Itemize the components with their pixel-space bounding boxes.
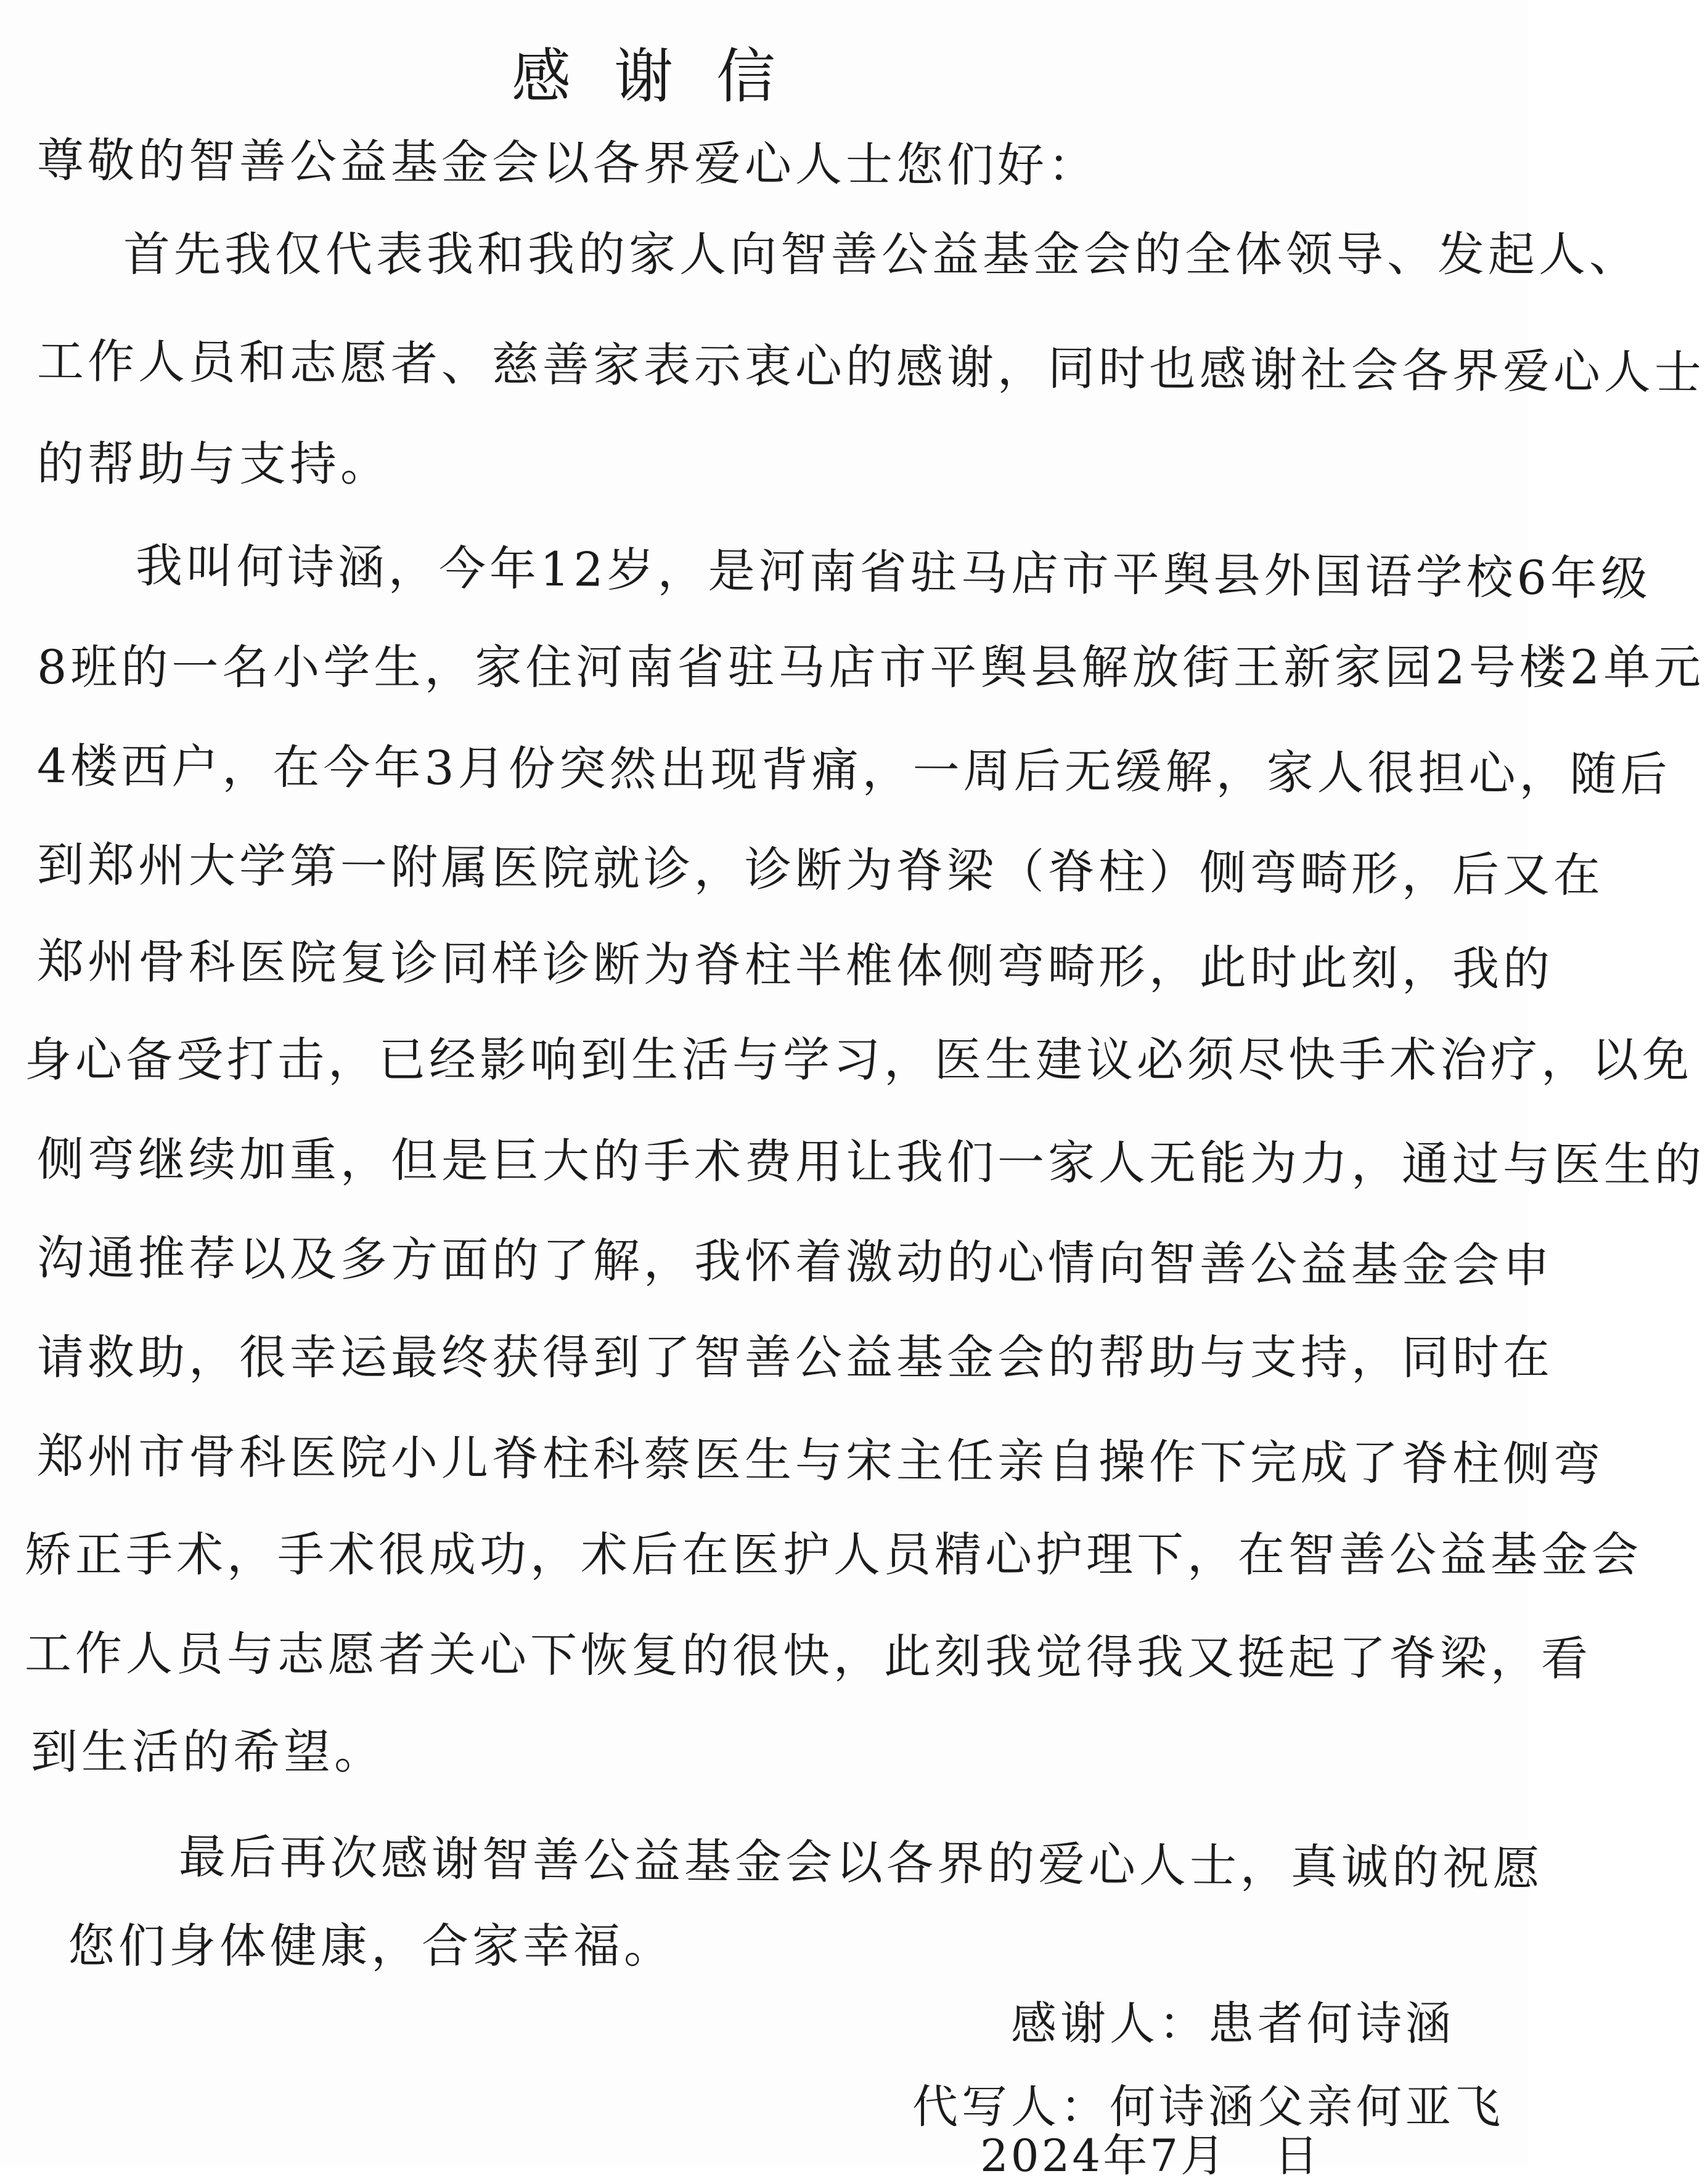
paragraph-1-line-3: 的帮助与支持。 [37,436,391,491]
paragraph-2-line-8: 沟通推荐以及多方面的了解，我怀着激动的心情向智善公益基金会申 [36,1230,1554,1293]
paragraph-2-line-3: 4楼西户，在今年3月份突然出现背痛，一周后无缓解，家人很担心，随后 [36,738,1671,802]
thanker-signature: 感谢人：患者何诗涵 [1011,1997,1455,2050]
paragraph-2-line-7: 侧弯继续加重，但是巨大的手术费用让我们一家人无能为力，通过与医生的 [36,1131,1705,1192]
paragraph-1-line-2: 工作人员和志愿者、慈善家表示衷心的感谢，同时也感谢社会各界爱心人士 [36,333,1705,400]
paragraph-3-line-2: 您们身体健康，合家幸福。 [68,1918,674,1973]
letter-greeting: 尊敬的智善公益基金会以各界爱心人士您们好： [36,132,1099,194]
paragraph-2-line-11: 矫正手术，手术很成功，术后在医护人员精心护理下，在智善公益基金会 [25,1527,1642,1582]
paragraph-2-line-2: 8班的一名小学生，家住河南省驻马店市平舆县解放街王新家园2号楼2单元 [37,640,1705,695]
writer-signature: 代写人：何诗涵父亲何亚飞 [912,2080,1504,2133]
paragraph-1-line-1: 首先我仅代表我和我的家人向智善公益基金会的全体领导、发起人、 [123,227,1640,282]
paragraph-2-line-12: 工作人员与志愿者关心下恢复的很快，此刻我觉得我又挺起了脊梁，看 [24,1626,1592,1686]
paragraph-2-line-6: 身心备受打击，已经影响到生活与学习，医生建议必须尽快手术治疗，以免 [25,1032,1693,1087]
letter-date: 2024年7月 日 [980,2130,1322,2182]
paragraph-2-line-9: 请救助，很幸运最终获得到了智善公益基金会的帮助与支持，同时在 [37,1330,1553,1385]
paragraph-2-line-10: 郑州市骨科医院小儿脊柱科蔡医生与宋主任亲自操作下完成了脊柱侧弯 [36,1428,1605,1492]
paragraph-2-line-4: 到郑州大学第一附属医院就诊，诊断为脊梁（脊柱）侧弯畸形，后又在 [36,837,1605,903]
letter-title: 感谢信 [512,42,819,111]
paragraph-2-line-13: 到生活的希望。 [31,1724,385,1779]
paragraph-2-line-5: 郑州骨科医院复诊同样诊断为脊柱半椎体侧弯畸形，此时此刻，我的 [36,934,1554,996]
paragraph-2-line-1: 我叫何诗涵，今年12岁，是河南省驻马店市平舆县外国语学校6年级 [135,538,1652,606]
paragraph-3-line-1: 最后再次感谢智善公益基金会以各界的爱心人士，真诚的祝愿 [178,1829,1544,1896]
